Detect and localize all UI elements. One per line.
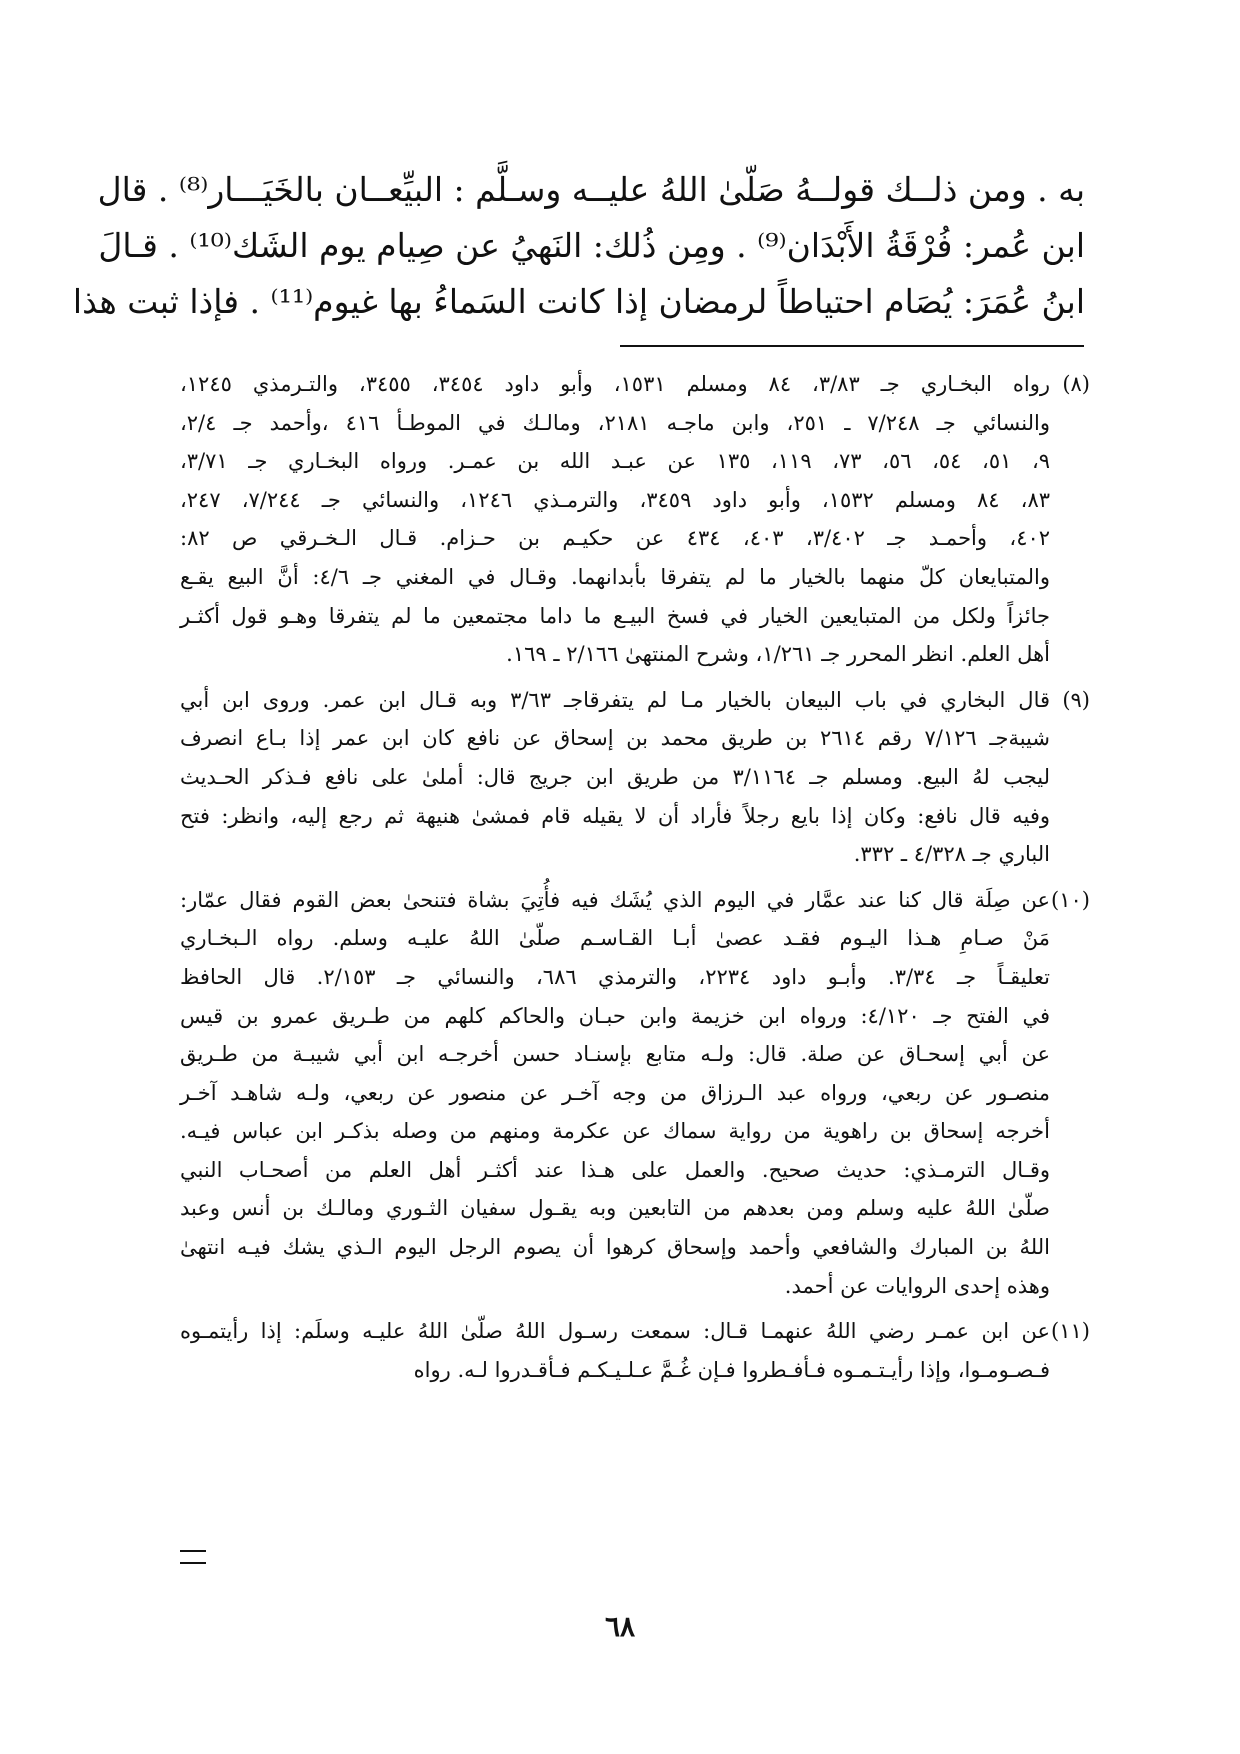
footnote-11 — [180, 1312, 1090, 1389]
footnote-line: عن صِلَة قال كنا عند عمَّار في اليوم الذي يُشَك فيه فأُتِيَ بشاة فتنحىٰ بعض القوم فقال عمّار: — [180, 887, 1050, 912]
footnote-line: وفيه قال نافع: وكان إذا بايع رجلاً فأراد أن لا يقيله قام فمشىٰ هنيهة ثم رجع إليه، وانظر: فتح — [180, 803, 1050, 828]
footnote-line: ٩، ٥١، ٥٤، ٥٦، ٧٣، ١١٩، ١٣٥ عن عبـد الله بن عمـر. ورواه البخـاري جـ ٣/٧١، — [180, 449, 1051, 474]
footnote-number: (١١) — [1051, 1319, 1090, 1344]
footnote-line: رواه البخـاري جـ ٣/٨٣، ٨٤ ومسلم ١٥٣١، وأبو داود ٣٤٥٤، ٣٤٥٥، والتـرمذي ١٢٤٥، — [180, 372, 1050, 396]
footnote-line: عن أبي إسحـاق عن صلة. قال: ولـه متابع بإسنـاد حسن أخرجـه ابن أبي شيبـة من طـريق — [180, 1042, 1050, 1067]
footnote-8 — [180, 365, 1090, 674]
footnote-line: الباري جـ ٤/٣٢٨ ـ ٣٣٢. — [853, 842, 1050, 867]
footnote-9 — [180, 681, 1090, 874]
footnote-separator — [620, 345, 1084, 347]
footnote-line: والمتبايعان كلّ منهما بالخيار ما لم يتفرقا بأبدانهما. وقـال في المغني جـ ٤/٦: أنَّ البيع يقـع — [180, 564, 1050, 589]
footnote-line: أخرجه إسحاق بن راهوية من رواية سماك عن عكرمة ومنهم من وصله بذكـر ابن عباس فيـه. — [180, 1119, 1050, 1144]
footnote-line: صلّىٰ اللهُ عليه وسلم ومن بعدهم من التابعين وبه يقـول سفيان الثـوري ومالـك بن أنس وعبد — [180, 1196, 1050, 1221]
footnote-number: (٩) — [1062, 687, 1090, 712]
footnote-line: ٨٣، ٨٤ ومسلم ١٥٣٢، وأبو داود ٣٤٥٩، والترمـذي ١٢٤٦، والنسائي جـ ٧/٢٤٤، ٢٤٧، — [180, 487, 1051, 512]
footnote-line: وقـال الترمـذي: حديث صحيح. والعمل على هـذا عند أكثـر أهل العلم من أصحـاب النبي — [180, 1157, 1050, 1182]
footnote-line: والنسائي جـ ٧/٢٤٨ ـ ٢٥١، وابن ماجـه ٢١٨١، ومالـك في الموطـأ ٤١٦ ،وأحمد جـ ٢/٤، — [180, 410, 1050, 435]
footnote-number: (٨) — [1062, 372, 1090, 396]
footnote-line: اللهُ بن المبارك والشافعي وأحمد وإسحاق كرهوا أن يصوم الرجل اليوم الـذي يشك فيـه انتهىٰ — [180, 1235, 1050, 1260]
footnotes — [180, 365, 1090, 1396]
footnote-line: عن ابن عمـر رضي اللهُ عنهمـا قـال: سمعت رسـول اللهُ صلّىٰ اللهُ عليـه وسلَم: إذا رأيتمـوه — [180, 1319, 1050, 1344]
footnote-line: منصـور عن ربعي، ورواه عبد الـرزاق من وجه آخـر عن منصور عن ربعي، ولـه شاهـد آخـر — [180, 1080, 1050, 1105]
footnote-line: جائزاً ولكل من المتبايعين الخيار في فسخ البيـع ما داما مجتمعين ما لم يتفرقا وهـو قول أكثـر — [180, 603, 1050, 628]
page-number: ٦٨ — [604, 1610, 636, 1643]
footnote-line: في الفتح جـ ٤/١٢٠: ورواه ابن خزيمة وابن حبـان والحاكم كلهم من طـريق عمرو بن قيس — [180, 1003, 1050, 1028]
main-text-line: ابن عُمر: فُرْقَةُ الأَبْدَان⁽⁹⁾ . ومِن ذُلك: النَهيُ عن صِيام يوم الشَك⁽¹⁰⁾ . قـالَ — [98, 226, 1085, 265]
footnote-line: ليجب لهُ البيع. ومسلم جـ ٣/١١٦٤ من طريق ابن جريج قال: أملىٰ على نافع فـذكر الحـديث — [180, 764, 1051, 789]
main-text — [72, 162, 1085, 330]
footnote-10 — [180, 881, 1090, 1306]
footnote-line: تعليقـاً جـ ٣/٣٤. وأبـو داود ٢٢٣٤، والترمذي ٦٨٦، والنسائي جـ ٢/١٥٣. قال الحافظ — [180, 964, 1050, 989]
footnote-number: (١٠) — [1051, 887, 1090, 912]
footnote-line: ٤٠٢، وأحمـد جـ ٣/٤٠٢، ٤٠٣، ٤٣٤ عن حكيـم بن حـزام. قـال الـخـرقي ص ٨٢: — [180, 526, 1051, 551]
footnote-line: أهل العلم. انظر المحرر جـ ١/٢٦١، وشرح المنتهىٰ ٢/١٦٦ ـ ١٦٩. — [506, 642, 1050, 667]
footnote-line: وهذه إحدى الروايات عن أحمد. — [784, 1273, 1050, 1298]
main-text-line: ابنُ عُمَرَ: يُصَام احتياطاً لرمضان إذا كانت السَماءُ بها غيوم⁽¹¹⁾ . فإذا ثبت هذا — [72, 282, 1085, 321]
main-text-line: به . ومن ذلــك قولــهُ صَلّىٰ اللهُ عليــه وسـلَّم : البيِّعــان بالخَيَـــار⁽⁸⁾ . قال — [97, 170, 1085, 209]
footnote-line: شيبةجـ ٧/١٢٦ رقم ٢٦١٤ بن طريق محمد بن إسحاق عن نافع كان ابن عمر إذا بـاع انصرف — [180, 726, 1050, 751]
footnote-line: فـصـومـوا، وإذا رأيـتـمـوه فـأفـطروا فـإن غُـمَّ عـلـيـكـم فـأقـدروا لـه. رواه — [413, 1357, 1050, 1382]
footnote-line: قال البخاري في باب البيعان بالخيار مـا لم يتفرقاجـ ٣/٦٣ وبه قـال ابن عمر. وروى ابن أبي — [180, 687, 1051, 712]
footnote-line: مَنْ صـامِ هـذا اليـوم فقـد عصىٰ أبـا القـاسـم صلّىٰ اللهُ عليـه وسلم. رواه الـبخـاري — [180, 926, 1050, 951]
continuation-mark — [180, 1550, 206, 1564]
